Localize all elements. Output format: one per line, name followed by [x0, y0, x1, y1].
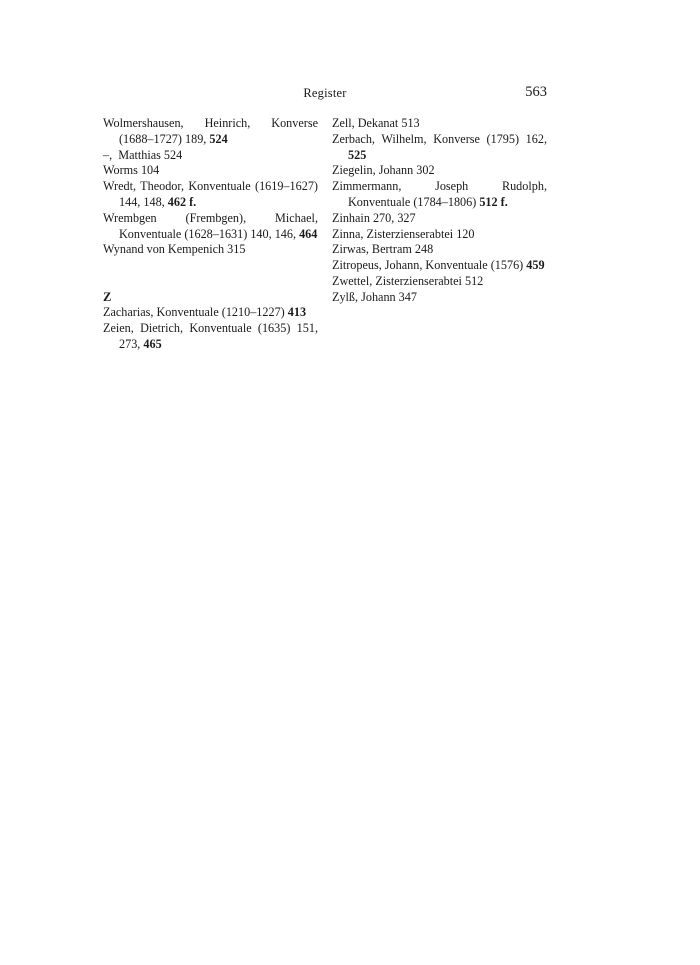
letter-heading: Z: [103, 290, 112, 305]
entry-text: Wolmershausen, Heinrich, Konverse (1688–1727) 189,: [103, 116, 318, 146]
entry-text: Zell, Dekanat 513: [332, 116, 420, 130]
index-entry: [332, 227, 547, 243]
section-spacer: [103, 258, 318, 289]
entry-text: Zinhain 270, 327: [332, 210, 416, 225]
running-title: Register: [303, 86, 347, 100]
index-entry: [332, 211, 547, 227]
entry-text: Zeien, Dietrich, Konventuale (1635) 151, 273,: [103, 320, 318, 351]
entry-main-reference: 459: [526, 258, 545, 273]
index-entry: [332, 116, 547, 132]
index-column-left: [103, 116, 318, 353]
index-entry: [103, 242, 318, 258]
index-entry: [332, 179, 547, 211]
entry-text: Worms 104: [103, 163, 160, 178]
entry-text: Zitropeus, Johann, Konventuale (1576): [332, 258, 527, 273]
index-entry: [332, 290, 547, 306]
entry-text: Zacharias, Konventuale (1210–1227): [103, 305, 288, 320]
entry-main-reference: 525: [348, 147, 367, 162]
index-entry: [103, 116, 318, 148]
entry-text: Wrembgen (Frembgen), Michael, Konventuale (1628–1631) 140, 146,: [103, 210, 318, 241]
index-column-right: [332, 116, 547, 306]
index-entry: [103, 321, 318, 353]
entry-main-reference: 464: [299, 226, 318, 241]
entry-main-reference: 524: [209, 131, 228, 146]
index-entry: [103, 211, 318, 243]
index-entry: [103, 305, 318, 321]
page-number: 563: [525, 84, 547, 100]
entry-text: Zwettel, Zisterzienserabtei 512: [332, 273, 484, 288]
index-entry: [332, 132, 547, 164]
index-entry: [332, 242, 547, 258]
entry-text: Zerbach, Wilhelm, Konverse (1795) 162,: [332, 131, 547, 146]
entry-text: Ziegelin, Johann 302: [332, 163, 435, 178]
index-entry: [103, 179, 318, 211]
entry-text: Wredt, Theodor, Konventuale (1619–1627) 144, 148,: [103, 179, 318, 209]
entry-text: Wynand von Kempenich 315: [103, 242, 246, 257]
running-header: [103, 84, 547, 104]
entry-main-reference: 465: [143, 336, 162, 351]
index-entry: [103, 148, 318, 164]
index-entry: [332, 258, 547, 274]
entry-text: Zimmermann, Joseph Rudolph, Konventuale (1784–1806): [332, 179, 547, 209]
entry-main-reference: 413: [287, 305, 307, 320]
index-entry: [332, 163, 547, 179]
index-entry: [332, 274, 547, 290]
index-entry: [103, 163, 318, 179]
entry-main-reference: 462 f.: [167, 194, 197, 209]
entry-text: Zinna, Zisterzienserabtei 120: [332, 226, 475, 241]
entry-text: Zirwas, Bertram 248: [332, 242, 434, 257]
entry-main-reference: 512 f.: [479, 194, 508, 209]
entry-text: Zylß, Johann 347: [332, 289, 417, 304]
entry-text: –, Matthias 524: [103, 147, 183, 162]
